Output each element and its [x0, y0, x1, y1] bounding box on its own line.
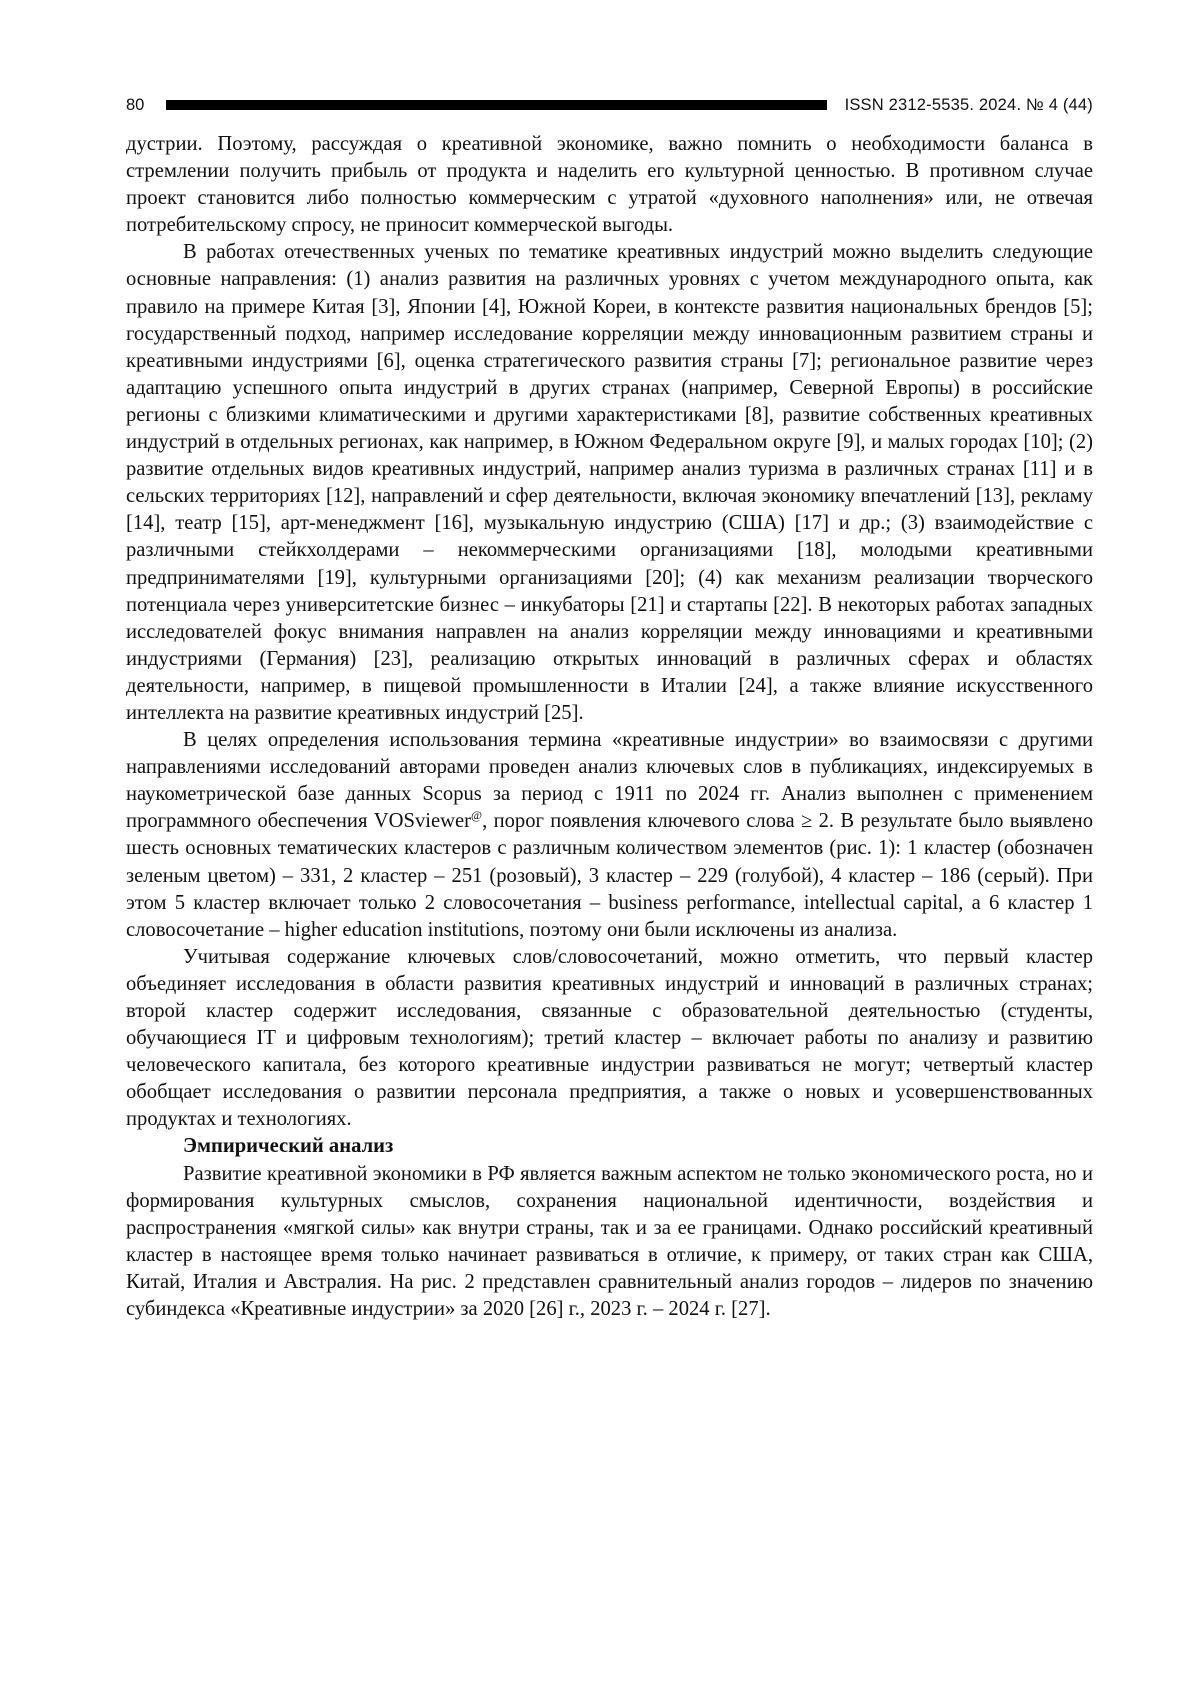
paragraph-research-directions: В работах отечественных ученых по тематике креативных индустрий можно выделить следующие основные направления: (1) анализ развития на различных уровнях с учетом международного опыта, как правило на примере Китая [3], Японии [4], Южной Кореи, в контексте развития национальных брендов [5]; государственный подход, например исследование корреляции между инновационным развитием страны и креативными индустриями [6], оценка стратегического развития страны [7]; региональное развитие через адаптацию успешного опыта индустрий в других странах (например, Северной Европы) в российские регионы с близкими климатическими и другими характеристиками [8], развитие собственных креативных индустрий в отдельных регионах, как например, в Южном Федеральном округе [9], и малых городах [10]; (2) развитие отдельных видов креативных индустрий, например анализ туризма в различных странах [11] и в сельских территориях [12], направлений и сфер деятельности, включая экономику впечатлений [13], рекламу [14], театр [15], арт-менеджмент [16], музыкальную индустрию (США) [17] и др.; (3) взаимодействие с различными стейкхолдерами – некоммерческими организациями [18], молодыми креативными предпринимателями [19], культурными организациями [20]; (4) как механизм реализации творческого потенциала через университетские бизнес – инкубаторы [21] и стартапы [22]. В некоторых работах западных исследователей фокус внимания направлен на анализ корреляции между инновациями и креативными индустриями (Германия) [23], реализацию открытых инноваций в различных сферах и областях деятельности, например, в пищевой промышленности в Италии [24], а также влияние искусственного интеллекта на развитие креативных индустрий [25].	[126, 241, 1093, 724]
paragraph-keyword-analysis-text-2: , порог появления ключевого слова ≥ 2. В результате было выявлено шесть основных тематических кластеров с различным количеством элементов (рис. 1): 1 кластер (обозначен зеленым цветом) – 331, 2 кластер – 251 (розовый), 3 кластер – 229 (голубой), 4 кластер – 186 (серый). При этом 5 кластер включает только 2 словосочетания – business performance, intellectual capital, а 6 кластер 1 словосочетание – higher education institutions, поэтому они были исключены из анализа.	[126, 810, 1094, 941]
header-rule	[166, 100, 826, 110]
running-header	[126, 93, 1093, 117]
paragraph-keyword-analysis	[126, 727, 1093, 944]
paragraph-empirical-analysis: Развитие креативной экономики в РФ является важным аспектом не только экономического роста, но и формирования культурных смыслов, сохранения национальной идентичности, воздействия и распространения «мягкой силы» как внутри страны, так и за ее границами. Однако российский креативный кластер в настоящее время только начинает развиваться в отличие, к примеру, от таких стран как США, Китай, Италия и Австралия. На рис. 2 представлен сравнительный анализ городов – лидеров по значению субиндекса «Креативные индустрии» за 2020 [26] г., 2023 г. – 2024 г. [27].	[126, 1162, 1093, 1321]
paragraph-cluster-description: Учитывая содержание ключевых слов/словосочетаний, можно отметить, что первый кластер объединяет исследования в области развития креативных индустрий и инноваций в различных странах; второй кластер содержит исследования, связанные с образовательной деятельностью (студенты, обучающиеся IT и цифровым технологиям); третий кластер – включает работы по анализу и развитию человеческого капитала, без которого креативные индустрии развиваться не могут; четвертый кластер обобщает исследования о развитии персонала предприятия, а также о новых и усовершенствованных продуктах и технологиях.	[126, 945, 1093, 1131]
paragraph-continued: дустрии. Поэтому, рассуждая о креативной экономике, важно помнить о необходимости баланса в стремлении получить прибыль от продукта и наделить его культурной ценностью. В противном случае проект становится либо полностью коммерческим с утратой «духовного наполнения» или, не отвечая потребительскому спросу, не приносит коммерческой выгоды.	[126, 133, 1093, 237]
page-number: 80	[126, 95, 145, 114]
article-body	[126, 131, 1093, 1323]
registered-mark: @	[471, 808, 483, 823]
paragraph-keyword-analysis-text-1: В целях определения использования термина «креативные индустрии» во взаимосвязи с другими направлениями исследований авторами проведен анализ ключевых слов в публикациях, индексируемых в наукометрической базе данных Scopus за период с 1911 по 2024 гг. Анализ выполнен с применением программного обеспечения VOSviewer	[126, 729, 1093, 833]
journal-reference: ISSN 2312-5535. 2024. № 4 (44)	[844, 95, 1093, 114]
section-heading: Эмпирический анализ	[183, 1135, 394, 1158]
